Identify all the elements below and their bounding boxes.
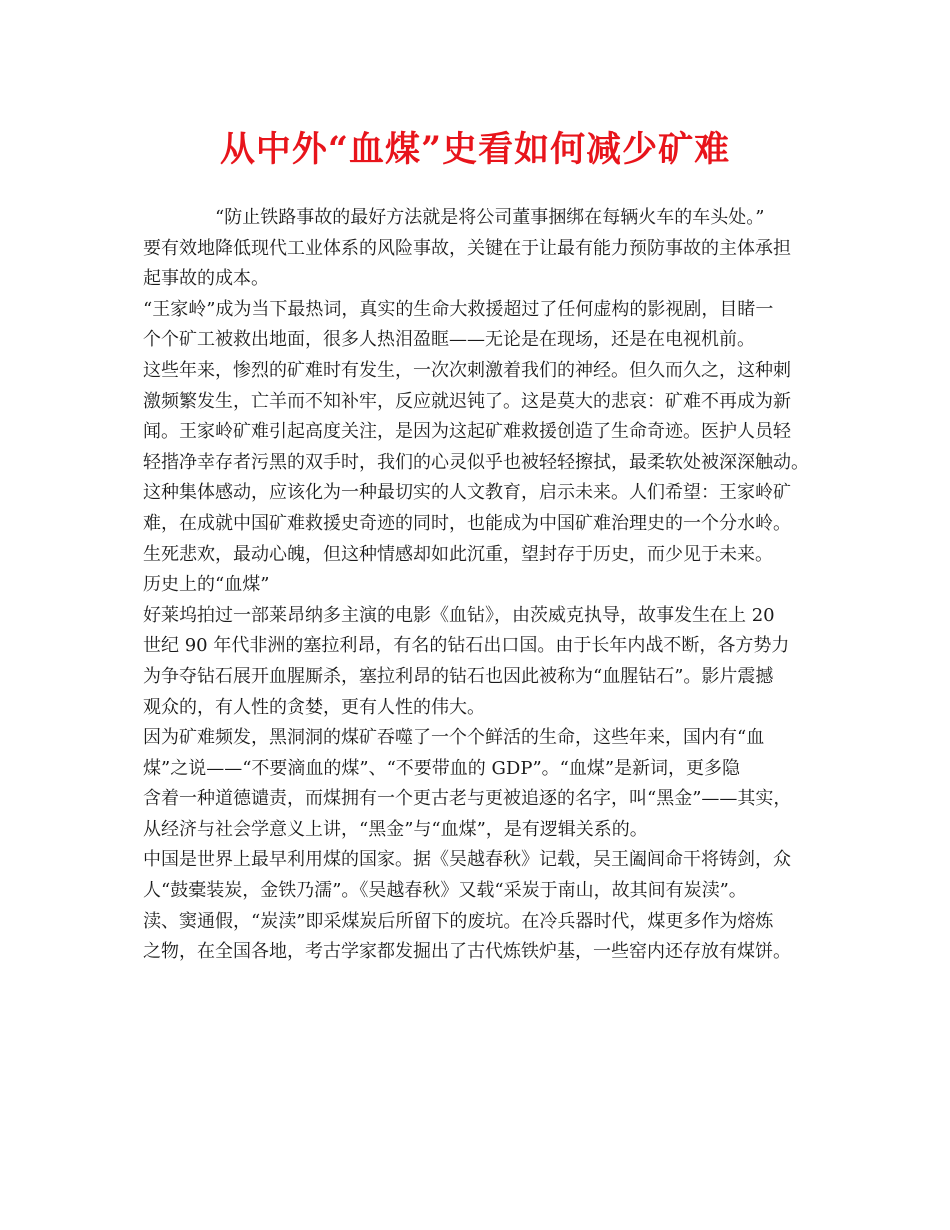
text-line: 起事故的成本。: [143, 268, 269, 290]
text-line: 这些年来，惨烈的矿难时有发生，一次次刺激着我们的神经。但久而久之，这种刺: [143, 359, 791, 381]
text-line: 中国是世界上最早利用煤的国家。据《吴越春秋》记载，吴王阖闾命干将铸剑，众: [143, 849, 791, 871]
text-line: 从经济与社会学意义上讲，“黑金”与“血煤”，是有逻辑关系的。: [143, 818, 648, 840]
text-line: 世纪 90 年代非洲的塞拉利昂，有名的钻石出口国。由于长年内战不断，各方势力: [143, 635, 790, 657]
text-line: 个个矿工被救出地面，很多人热泪盈眶——无论是在现场，还是在电视机前。: [143, 329, 755, 351]
text-line: 闻。王家岭矿难引起高度关注，是因为这起矿难救援创造了生命奇迹。医护人员轻: [143, 421, 791, 443]
text-line: “防止铁路事故的最好方法就是将公司董事捆绑在每辆火车的车头处。”: [215, 207, 765, 228]
text-line: 为争夺钻石展开血腥厮杀，塞拉利昂的钻石也因此被称为“血腥钻石”。影片震撼: [143, 665, 774, 687]
text-line: 难，在成就中国矿难救援史奇迹的同时，也能成为中国矿难治理史的一个分水岭。: [143, 512, 791, 534]
text-line: 好莱坞拍过一部莱昂纳多主演的电影《血钻》，由茨威克执导，故事发生在上 20: [143, 604, 775, 626]
text-line: 人“鼓橐装炭，金铁乃濡”。《吴越春秋》又载“采炭于南山，故其间有炭渎”。: [143, 880, 747, 902]
text-line: 渎、窦通假，“炭渎”即采煤炭后所留下的废坑。在冷兵器时代，煤更多作为熔炼: [143, 910, 774, 932]
text-line: 煤”之说——“不要滴血的煤”、“不要带血的 GDP”。“血煤”是新词，更多隐: [143, 757, 741, 779]
text-line: 激频繁发生，亡羊而不知补牢，反应就迟钝了。这是莫大的悲哀：矿难不再成为新: [143, 390, 791, 412]
page-title: 从中外“血煤”史看如何减少矿难: [219, 129, 731, 170]
text-line: 这种集体感动，应该化为一种最切实的人文教育，启示未来。人们希望：王家岭矿: [143, 482, 791, 504]
text-line: 生死悲欢，最动心魄，但这种情感却如此沉重，望封存于历史，而少见于未来。: [143, 543, 773, 565]
text-line: 因为矿难频发，黑洞洞的煤矿吞噬了一个个鲜活的生命，这些年来，国内有“血: [143, 727, 765, 749]
text-line: 要有效地降低现代工业体系的风险事故，关键在于让最有能力预防事故的主体承担: [143, 237, 791, 259]
article-body: [143, 203, 823, 968]
text-line: “王家岭”成为当下最热词，真实的生命大救援超过了任何虚构的影视剧，目睹一: [143, 298, 774, 320]
text-line: 含着一种道德谴责，而煤拥有一个更古老与更被追逐的名字，叫“黑金”——其实，: [143, 788, 792, 810]
text-line: 观众的，有人性的贪婪，更有人性的伟大。: [143, 696, 485, 718]
section-heading: 历史上的“血煤”: [143, 574, 270, 596]
text-line: 之物，在全国各地，考古学家都发掘出了古代炼铁炉基，一些窑内还存放有煤饼。: [143, 941, 791, 963]
text-line: 轻揩净幸存者污黑的双手时，我们的心灵似乎也被轻轻擦拭，最柔软处被深深触动。: [143, 451, 809, 473]
